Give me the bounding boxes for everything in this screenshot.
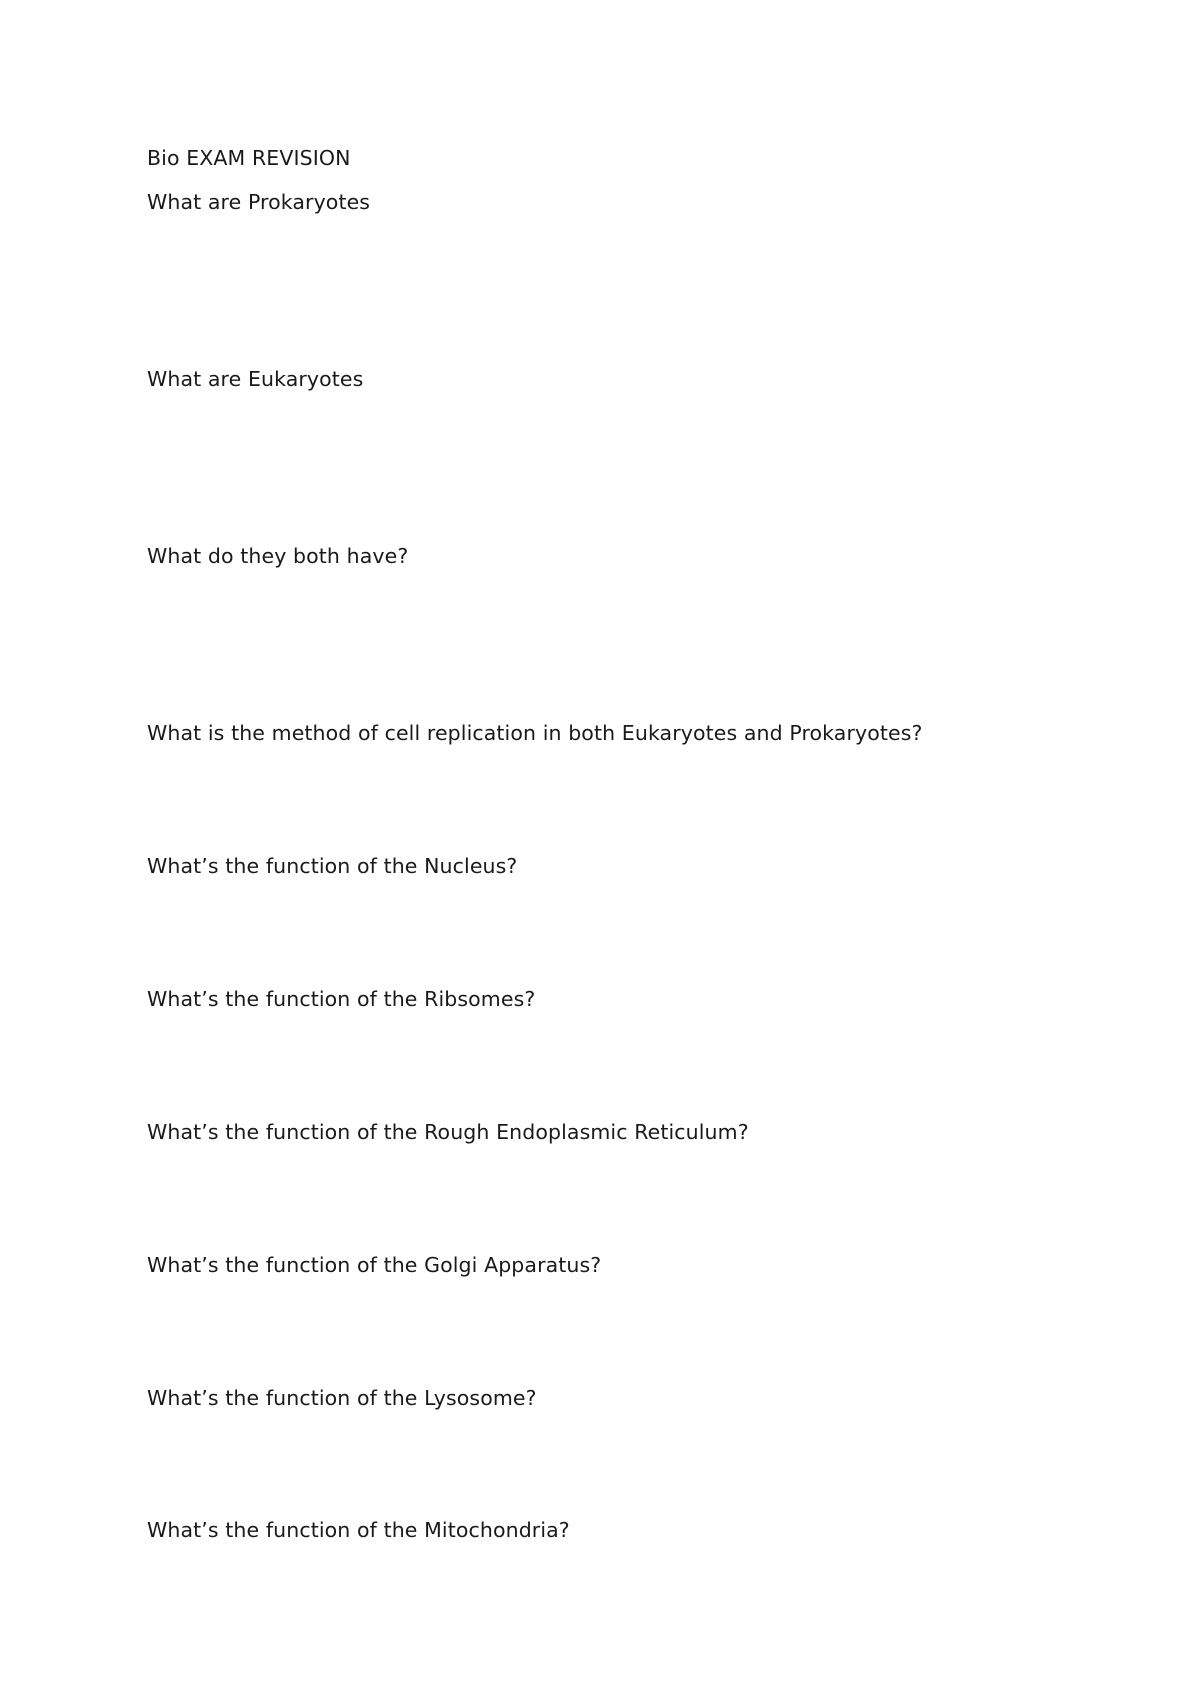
question-lysosome: What’s the function of the Lysosome? [147, 1386, 537, 1410]
question-rough-er: What’s the function of the Rough Endoplasmic Reticulum? [147, 1120, 749, 1144]
question-eukaryotes: What are Eukaryotes [147, 367, 364, 391]
document-title: Bio EXAM REVISION [147, 146, 351, 170]
question-ribosomes: What’s the function of the Ribsomes? [147, 987, 536, 1011]
question-both-have: What do they both have? [147, 544, 409, 568]
question-golgi: What’s the function of the Golgi Apparatus? [147, 1253, 602, 1277]
question-cell-replication: What is the method of cell replication in both Eukaryotes and Prokaryotes? [147, 721, 923, 745]
question-nucleus: What’s the function of the Nucleus? [147, 854, 518, 878]
question-prokaryotes: What are Prokaryotes [147, 190, 371, 214]
question-mitochondria: What’s the function of the Mitochondria? [147, 1518, 570, 1542]
